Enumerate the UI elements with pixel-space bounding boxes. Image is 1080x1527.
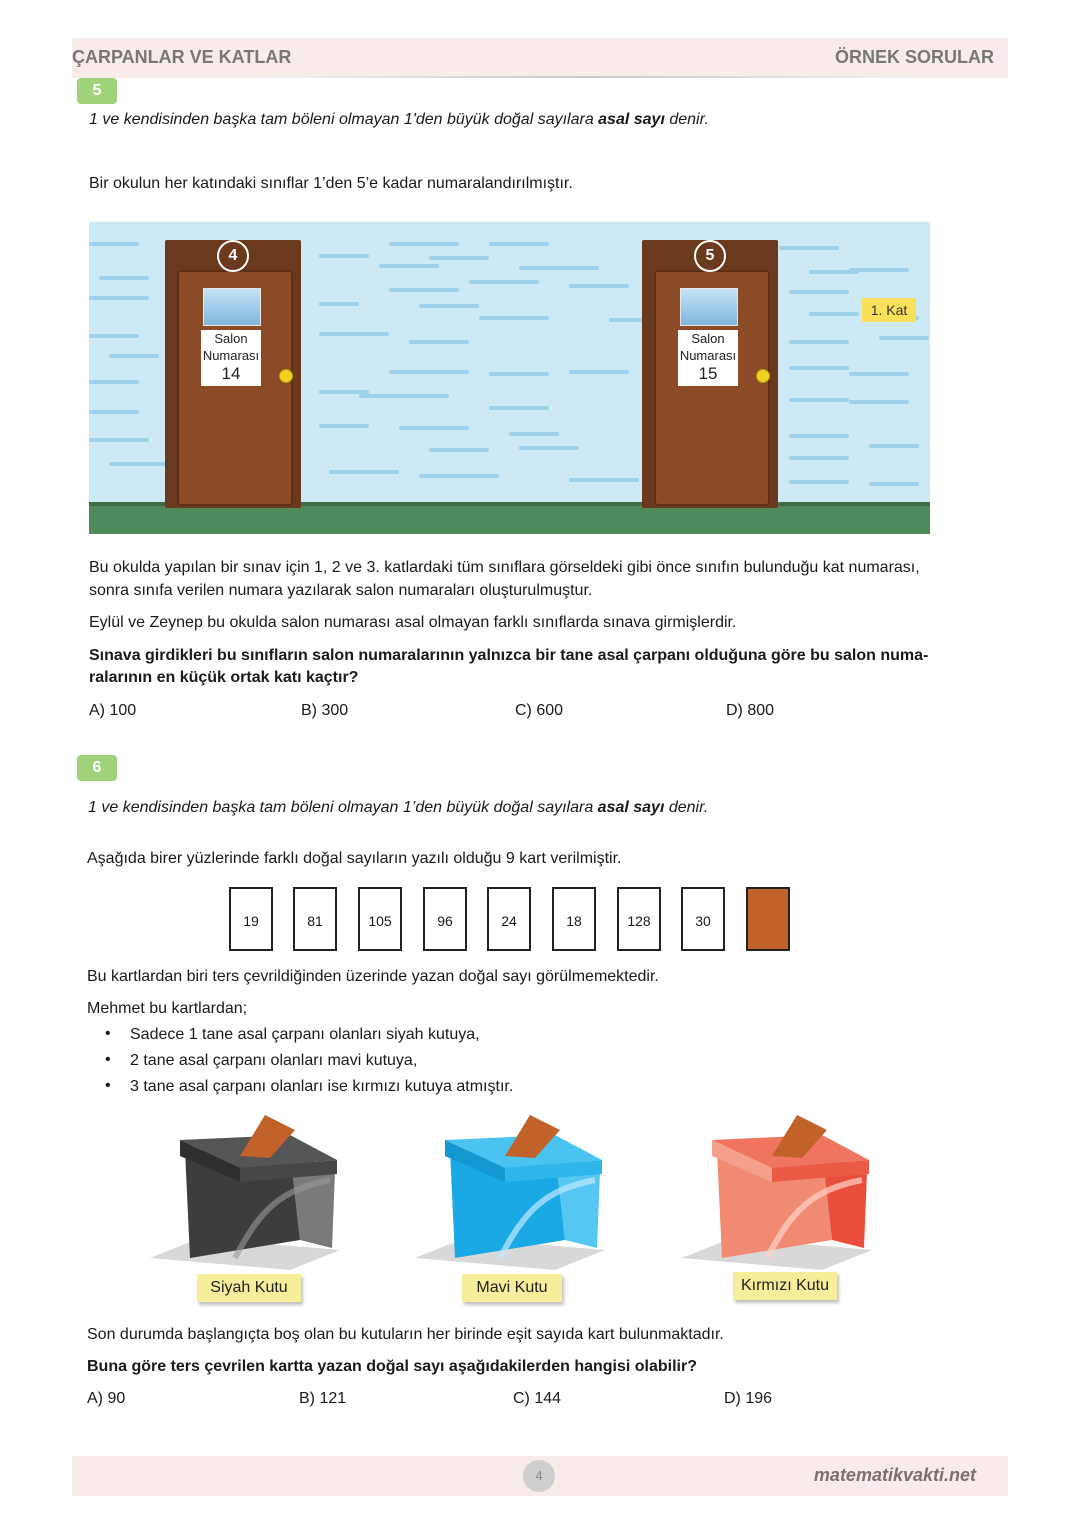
q5-question-line-2: ralarının en küçük ortak katı kaçtır? xyxy=(89,669,359,686)
q6-paragraph-3: Son durumda başlangıçta boş olan bu kutuların her birinde eşit sayıda kart bulunmaktadır. xyxy=(87,1326,724,1343)
floor-label: 1. Kat xyxy=(862,298,916,322)
bullet-icon: • xyxy=(105,1025,111,1042)
number-card: 105 xyxy=(358,887,402,951)
question-6-badge: 6 xyxy=(77,755,117,781)
number-card: 96 xyxy=(423,887,467,951)
sign-label: Salon xyxy=(691,331,725,346)
q5-option-d[interactable]: D) 800 xyxy=(726,702,775,719)
door-14 xyxy=(165,240,301,508)
red-box-icon xyxy=(672,1110,882,1270)
sign-label: Salon xyxy=(214,331,248,346)
sign-label: Numarası xyxy=(202,348,260,363)
black-box-label: Siyah Kutu xyxy=(197,1274,301,1302)
q6-paragraph-1: Bu kartlardan biri ters çevrildiğinden üzerinde yazan doğal sayı görülmemektedir. xyxy=(87,968,659,985)
q5-option-b[interactable]: B) 300 xyxy=(301,702,349,719)
q5-def-bold: asal sayı xyxy=(598,111,665,128)
number-card: 18 xyxy=(552,887,596,951)
sign-label: Numarası xyxy=(679,348,737,363)
q5-paragraph-1b: sonra sınıfa verilen numara yazılarak salon numaraları oluşturulmuştur. xyxy=(89,582,593,599)
flipped-card xyxy=(746,887,790,951)
q6-option-d[interactable]: D) 196 xyxy=(724,1390,773,1407)
black-box-icon xyxy=(140,1110,350,1270)
number-card: 24 xyxy=(487,887,531,951)
q5-definition xyxy=(89,109,709,131)
q6-bullet-3: 3 tane asal çarpanı olanları ise kırmızı kutuya atmıştır. xyxy=(130,1078,514,1095)
class-number-badge: 4 xyxy=(217,240,249,272)
section-title: ÖRNEK SORULAR xyxy=(834,47,994,67)
header-divider xyxy=(260,76,920,78)
site-name: matematikvakti.net xyxy=(813,1465,976,1485)
q5-option-c[interactable]: C) 600 xyxy=(515,702,564,719)
room-sign xyxy=(201,330,261,386)
q6-def-post: denir. xyxy=(664,799,709,816)
door-15 xyxy=(642,240,778,508)
q5-intro: Bir okulun her katındaki sınıflar 1’den 5’e kadar numaralandırılmıştır. xyxy=(89,175,573,192)
q6-option-b[interactable]: B) 121 xyxy=(299,1390,347,1407)
page-header xyxy=(72,38,1008,78)
q5-paragraph-1: Bu okulda yapılan bir sınav için 1, 2 ve 3. katlardaki tüm sınıflara görseldeki gibi önce sınıfın bulunduğu kat numarası, xyxy=(89,559,920,576)
door-knob-icon xyxy=(279,369,293,383)
q5-def-post: denir. xyxy=(664,111,709,128)
blue-box-label: Mavi Kutu xyxy=(462,1274,562,1302)
door-window xyxy=(203,288,261,326)
q6-option-c[interactable]: C) 144 xyxy=(513,1390,562,1407)
room-sign xyxy=(678,330,738,386)
room-number: 14 xyxy=(221,364,241,383)
q5-def-pre: 1 ve kendisinden başka tam böleni olmayan 1'den büyük doğal sayılara xyxy=(89,111,599,128)
bullet-icon: • xyxy=(105,1051,111,1068)
room-number: 15 xyxy=(698,364,718,383)
q6-def-pre: 1 ve kendisinden başka tam böleni olmayan 1’den büyük doğal sayılara xyxy=(88,799,598,816)
blue-box-icon xyxy=(405,1110,615,1270)
q6-bullet-1: Sadece 1 tane asal çarpanı olanları siyah kutuya, xyxy=(130,1026,480,1043)
number-card: 128 xyxy=(617,887,661,951)
door-knob-icon xyxy=(756,369,770,383)
chapter-title: ÇARPANLAR VE KATLAR xyxy=(72,47,292,67)
number-card: 81 xyxy=(293,887,337,951)
q6-definition xyxy=(88,797,708,819)
q6-intro: Aşağıda birer yüzlerinde farklı doğal sayıların yazılı olduğu 9 kart verilmiştir. xyxy=(87,850,622,867)
number-card: 19 xyxy=(229,887,273,951)
red-box-label: Kırmızı Kutu xyxy=(733,1272,837,1300)
page-number: 4 xyxy=(523,1460,555,1492)
q6-def-bold: asal sayı xyxy=(597,799,665,816)
q6-question: Buna göre ters çevrilen kartta yazan doğal sayı aşağıdakilerden hangisi olabilir? xyxy=(87,1358,697,1375)
school-corridor-illustration xyxy=(89,222,930,534)
question-5-badge: 5 xyxy=(77,78,117,104)
number-card: 30 xyxy=(681,887,725,951)
door-window xyxy=(680,288,738,326)
q5-paragraph-2: Eylül ve Zeynep bu okulda salon numarası asal olmayan farklı sınıflarda sınava girmişlerdir. xyxy=(89,614,737,631)
class-number-badge: 5 xyxy=(694,240,726,272)
q6-paragraph-2: Mehmet bu kartlardan; xyxy=(87,1000,248,1017)
q5-question-line-1: Sınava girdikleri bu sınıfların salon numaralarının yalnızca bir tane asal çarpanı olduğuna göre bu salon numa- xyxy=(89,647,929,664)
q5-option-a[interactable]: A) 100 xyxy=(89,702,137,719)
bullet-icon: • xyxy=(105,1077,111,1094)
q6-option-a[interactable]: A) 90 xyxy=(87,1390,126,1407)
q6-bullet-2: 2 tane asal çarpanı olanları mavi kutuya, xyxy=(130,1052,418,1069)
